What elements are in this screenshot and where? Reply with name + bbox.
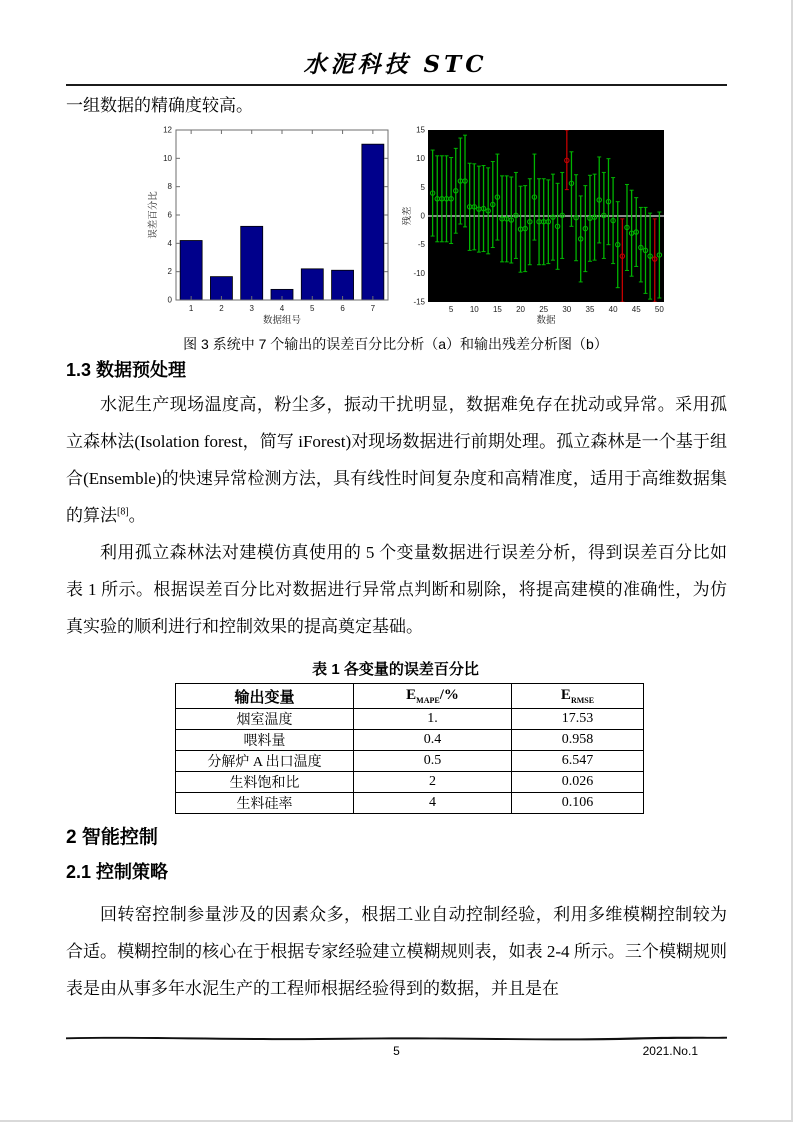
bar	[301, 269, 323, 300]
table-row: 生料硅率 4 0.106	[176, 793, 644, 814]
svg-text:5: 5	[420, 182, 425, 192]
paragraph-data-preprocessing	[66, 386, 727, 534]
bar	[332, 270, 354, 300]
bar	[180, 241, 202, 301]
svg-text:10: 10	[469, 305, 479, 314]
svg-text:15: 15	[492, 305, 502, 314]
table-row: 喂料量 0.4 0.958	[176, 730, 644, 751]
page-number: 5	[393, 1044, 400, 1058]
x-axis-label: 数据	[536, 315, 556, 326]
svg-text:0: 0	[420, 211, 425, 221]
section-heading-2: 2 智能控制	[66, 827, 158, 848]
paragraph-text-end: 。	[128, 506, 146, 525]
journal-title: 水泥科技 STC	[303, 51, 488, 78]
section-heading-1-3: 1.3 数据预处理	[66, 360, 187, 380]
citation-ref: [8]	[117, 506, 129, 518]
svg-text:6: 6	[167, 210, 172, 220]
figure-caption: 图 3 系统中 7 个输出的误差百分比分析（a）和输出残差分析图（b）	[183, 336, 608, 352]
svg-text:10: 10	[163, 153, 172, 163]
table-row: 分解炉 A 出口温度 0.5 6.547	[176, 751, 644, 772]
header-ermse: $E_{RMSE}$	[512, 684, 644, 709]
svg-text:5: 5	[448, 305, 454, 314]
svg-text:15: 15	[416, 125, 425, 135]
header-emape: $E_{MAPE}/\%$	[354, 684, 512, 709]
table-row: 生料饱和比 2 0.026	[176, 772, 644, 793]
intro-text: 一组数据的精确度较高。	[66, 96, 253, 115]
svg-text:10: 10	[416, 154, 425, 164]
header-output-variable: 输出变量	[176, 684, 354, 709]
paragraph-control-strategy: 回转窑控制参量涉及的因素众多，根据工业自动控制经验，利用多维模糊控制较为合适。模糊控制的核心在于根据专家经验建立模糊规则表，如表 2-4 所示。三个模糊规则表是由从事多年水泥生产的工程师根据经验得到的数据，并且是在	[66, 905, 727, 998]
svg-text:4: 4	[279, 304, 285, 313]
svg-text:0: 0	[167, 295, 172, 305]
svg-text:3: 3	[249, 304, 254, 313]
plot-area	[176, 130, 388, 300]
bar	[241, 226, 263, 300]
svg-text:45: 45	[631, 305, 641, 314]
y-axis-label: 误差百分比	[148, 191, 159, 239]
svg-text:50: 50	[654, 305, 664, 314]
svg-text:35: 35	[585, 305, 595, 314]
svg-text:30: 30	[562, 305, 572, 314]
paragraph-text: 水泥生产现场温度高，粉尘多，振动干扰明显，数据难免存在扰动或异常。采用孤立森林法(Isolation forest，简写 iForest)对现场数据进行前期处理。孤立森林是一个基于组合(Ensemble)的快速异常检测方法，具有线性时间复杂度和高精准度，适用于高维数据集的算法	[66, 395, 727, 525]
error-percentage-table	[175, 683, 644, 814]
bar	[362, 144, 384, 300]
svg-text:1: 1	[188, 304, 194, 313]
paragraph-error-analysis: 利用孤立森林法对建模仿真使用的 5 个变量数据进行误差分析，得到误差百分比如表 1 所示。根据误差百分比对数据进行异常点判断和剔除，将提高建模的准确性，为仿真实验的顺利进行和控制效果的提高奠定基础。	[66, 543, 727, 636]
issue-label: 2021.No.1	[642, 1044, 698, 1058]
residual-chart-figure-b	[402, 122, 670, 332]
table-title: 表 1 各变量的误差百分比	[312, 661, 479, 678]
svg-text:8: 8	[167, 182, 172, 192]
svg-text:40: 40	[608, 305, 618, 314]
section-heading-2-1: 2.1 控制策略	[66, 862, 169, 882]
svg-text:5: 5	[310, 304, 315, 313]
svg-text:2: 2	[219, 304, 224, 313]
svg-text:12: 12	[163, 125, 172, 135]
svg-text:-15: -15	[413, 297, 425, 307]
header-rule	[66, 84, 727, 86]
svg-text:6: 6	[340, 304, 345, 313]
x-axis-label: 数据组号	[262, 315, 302, 326]
svg-text:20: 20	[516, 305, 526, 314]
table-row: 烟室温度 1. 17.53	[176, 709, 644, 730]
svg-text:4: 4	[167, 238, 172, 248]
svg-text:-5: -5	[417, 240, 425, 250]
svg-text:-10: -10	[413, 268, 425, 278]
bar-chart-figure-a	[146, 122, 402, 332]
svg-text:7: 7	[370, 304, 376, 313]
y-axis-label: 残差	[402, 206, 413, 226]
table-header-row	[176, 684, 644, 709]
svg-text:2: 2	[167, 267, 172, 277]
footer-rule	[66, 1034, 727, 1042]
svg-text:25: 25	[539, 305, 549, 314]
